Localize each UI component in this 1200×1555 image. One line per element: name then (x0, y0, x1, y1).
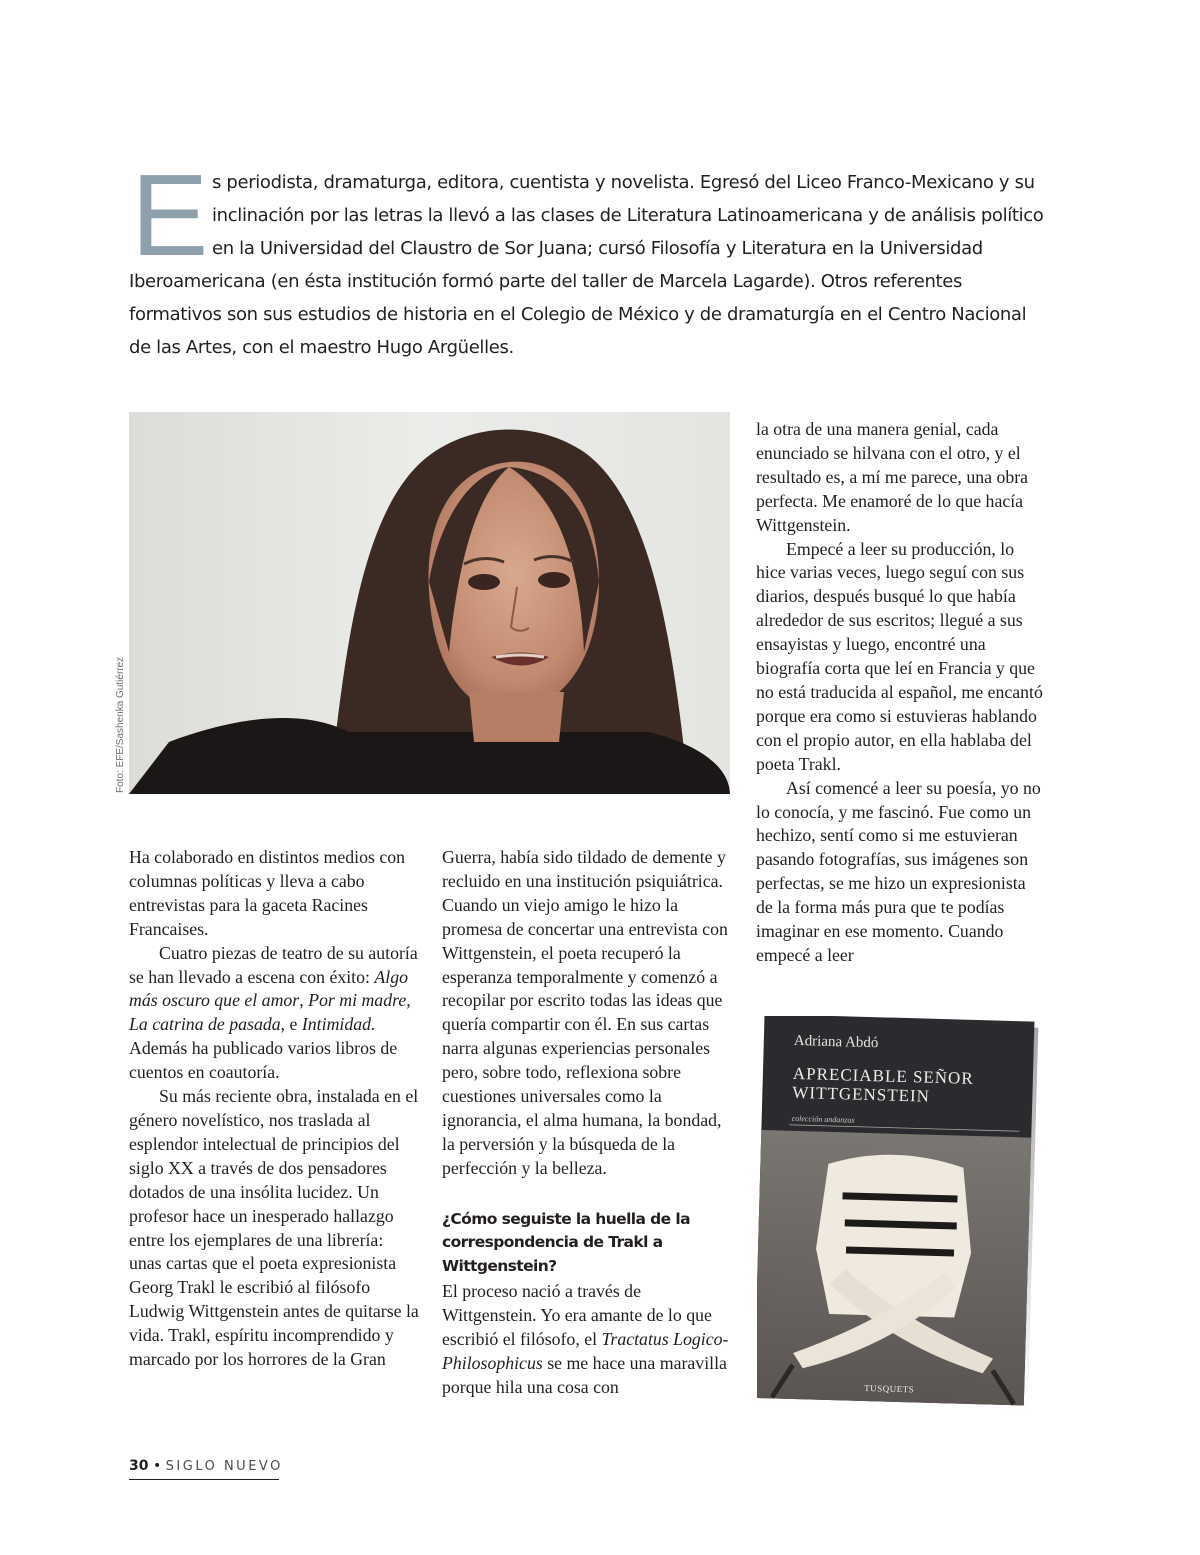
intro-text: s periodista, dramaturga, editora, cuentista y novelista. Egresó del Liceo Franco-Mexicano y su inclinación por las letras la llevó a las clases de Literatura Latinoamericana y de análisis político en la Universidad del Claustro de Sor Juana; cursó Filosofía y Literatura en la Universidad Iberoamericana (en ésta institución formó parte del taller de Marcela Lagarde). Otros referentes formativos son sus estudios de historia en el Colegio de México y de dramaturgía en el Centro Nacional de las Artes, con el maestro Hugo Argüelles. (129, 172, 1044, 358)
paragraph: Guerra, había sido tildado de demente y recluido en una institución psiquiátrica. Cuando un viejo amigo le hizo la promesa de concertar una entrevista con Wittgenstein, el poeta recuperó la esperanza temporalmente y comenzó a recopilar por escrito todas las ideas que quería compartir con él. En sus cartas narra algunas experiencias personales pero, sobre todo, reflexiona sobre cuestiones universales como la ignorancia, el alma humana, la bondad, la perversión y la búsqueda de la perfección y la belleza. (442, 847, 728, 1178)
interview-question: ¿Cómo seguiste la huella de la correspondencia de Trakl a Wittgenstein? (442, 1209, 690, 1275)
page-footer (129, 1458, 283, 1480)
column-3 (756, 418, 1046, 968)
book-title-line1: APRECIABLE SEÑOR (792, 1063, 974, 1088)
paragraph-answer: El proceso nació a través de Wittgenstein. Yo era amante de lo que escribió el filósofo, el Tractatus Logico-Philosophicus se me hace una maravilla porque hila una cosa con (442, 1281, 729, 1397)
portrait-photo (129, 412, 730, 794)
drop-cap: E (131, 150, 209, 280)
paragraph: la otra de una manera genial, cada enunciado se hilvana con el otro, y el resultado es, a mí me parece, una obra perfecta. Me enamoré de lo que hacía Wittgenstein. (756, 419, 1029, 535)
intro-paragraph (129, 150, 1044, 364)
play-title: Intimidad. (301, 1014, 376, 1035)
separator-dot: • (152, 1458, 162, 1474)
play-title: Algo más oscuro que el amor (129, 966, 408, 1011)
book-collection: colección andanzas (791, 1113, 855, 1125)
paragraph: Empecé a leer su producción, lo hice varias veces, luego seguí con sus diarios, después busqué lo que había alrededor de sus escritos; llegué a sus ensayistas y luego, encontré una biografía corta que leí en Francia y que no está traducida al español, me encantó porque era como si estuvieras hablando con el propio autor, en ella hablaba del poeta Trakl. (756, 538, 1043, 774)
paragraph-plays: Cuatro piezas de teatro de su autoría se han llevado a escena con éxito: Algo más oscuro que el amor, Por mi madre, La catrina de pasada, e Intimidad. Además ha publicado varios libros de cuentos en coautoría. (129, 942, 418, 1083)
magazine-name: SIGLO NUEVO (165, 1459, 283, 1474)
column-2 (442, 846, 732, 1400)
play-title: Por mi madre (308, 990, 407, 1011)
portrait-image (129, 412, 730, 794)
book-title-italic: Tractatus Logico-Philosophicus (442, 1329, 729, 1373)
paragraph: Así comencé a leer su poesía, yo no lo conocía, y me fascinó. Fue como un hechizo, sentí como si me estuvieran pasando fotografías, sus imágenes son perfectas, se me hizo un expresionista de la forma más pura que te podías imaginar en ese momento. Cuando empecé a leer (756, 777, 1041, 965)
book-title-line2: WITTGENSTEIN (792, 1082, 931, 1106)
page-number: 30 (129, 1458, 149, 1474)
photo-credit: Foto: EFE/Sashenka Gutiérrez (115, 656, 126, 793)
book-author: Adriana Abdó (793, 1032, 879, 1052)
book-cover-image (757, 1016, 1047, 1420)
book-cover (757, 1016, 1047, 1420)
column-1 (129, 846, 419, 1372)
paragraph: Su más reciente obra, instalada en el género novelístico, nos traslada al esplendor intelectual de principios del siglo XX a través de dos pensadores dotados de una insólita lucidez. Un profesor hace un inesperado hallazgo entre los ejemplares de una librería: unas cartas que el poeta expresionista Georg Trakl le escribió al filósofo Ludwig Wittgenstein antes de quitarse la vida. Trakl, espíritu incomprendido y marcado por los horrores de la Gran (129, 1086, 419, 1370)
play-title: La catrina de pasada (129, 1014, 281, 1035)
publisher-logo: TUSQUETS (864, 1383, 915, 1395)
paragraph: Ha colaborado en distintos medios con columnas políticas y lleva a cabo entrevistas para la gaceta Racines Francaises. (129, 847, 406, 939)
